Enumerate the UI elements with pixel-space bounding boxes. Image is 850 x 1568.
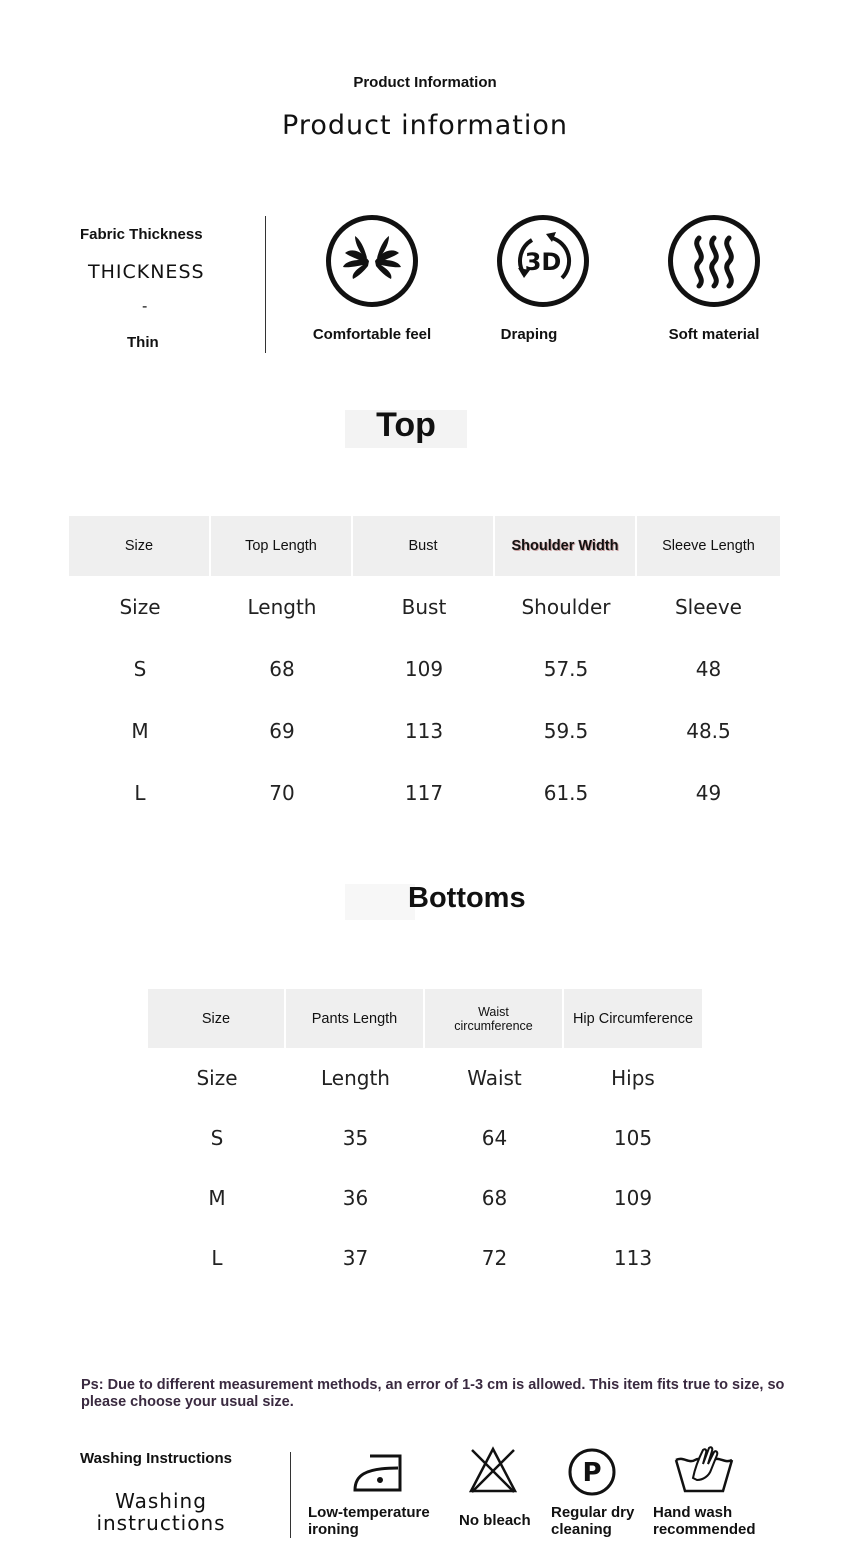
table-cell: Sleeve <box>674 595 742 619</box>
table-cell: 64 <box>481 1126 508 1150</box>
table-cell: M <box>208 1186 226 1210</box>
washing-word-line1: Washing <box>115 1489 207 1513</box>
table-cell: 113 <box>613 1246 653 1270</box>
table-cell: 109 <box>613 1186 653 1210</box>
care-handwash-line2: recommended <box>653 1521 756 1538</box>
fabric-divider <box>265 216 266 353</box>
table-cell: 69 <box>269 719 295 743</box>
feature-comfort-label: Comfortable feel <box>312 326 432 343</box>
product-information-title: Product information <box>282 110 568 141</box>
thickness-dash: - <box>142 298 148 315</box>
top-header-size: Size <box>69 516 211 576</box>
bottoms-header-hip: Hip Circumference <box>564 989 702 1048</box>
table-cell: Bust <box>401 595 447 619</box>
table-cell: L <box>134 781 146 805</box>
care-bleach-line1: No bleach <box>459 1512 531 1529</box>
table-cell: L <box>211 1246 223 1270</box>
top-title: Top <box>376 406 436 444</box>
table-cell: 49 <box>695 781 722 805</box>
table-cell: 68 <box>481 1186 508 1210</box>
table-cell: 48 <box>695 657 722 681</box>
care-handwash-label <box>653 1504 756 1538</box>
table-cell: 48.5 <box>686 719 731 743</box>
table-cell: Length <box>247 595 317 619</box>
iron-low-temp-icon <box>352 1452 412 1499</box>
care-iron-label <box>308 1504 430 1538</box>
bottoms-header-size: Size <box>148 989 286 1048</box>
table-cell: 37 <box>342 1246 369 1270</box>
table-cell: S <box>210 1126 224 1150</box>
svg-text:P: P <box>582 1458 602 1488</box>
bottoms-size-table <box>148 989 702 1288</box>
product-information-label: Product Information <box>353 74 497 91</box>
washing-word-line2: instructions <box>96 1511 226 1535</box>
hand-wash-icon <box>673 1444 735 1499</box>
feature-draping-label: Draping <box>500 326 558 343</box>
bottoms-title-tint <box>345 884 415 920</box>
waist-header-line2: circumference <box>454 1018 533 1033</box>
fabric-thickness-label: Fabric Thickness <box>80 226 203 243</box>
washing-instructions-label: Washing Instructions <box>80 1450 232 1467</box>
table-cell: 36 <box>342 1186 369 1210</box>
bottoms-title: Bottoms <box>408 882 526 914</box>
top-header-shoulder: Shoulder Width <box>495 516 637 576</box>
svg-text:3D: 3D <box>524 248 562 276</box>
care-dryclean-label <box>551 1504 634 1538</box>
dry-clean-p-icon <box>567 1447 617 1502</box>
care-iron-line2: ironing <box>308 1521 359 1538</box>
table-cell: Waist <box>467 1066 522 1090</box>
feature-soft-label: Soft material <box>668 326 760 343</box>
no-bleach-icon <box>468 1446 518 1501</box>
table-cell: 105 <box>613 1126 653 1150</box>
comfort-hands-icon <box>326 215 418 307</box>
care-bleach-label <box>459 1512 531 1529</box>
table-cell: Size <box>196 1066 238 1090</box>
table-cell: 109 <box>404 657 444 681</box>
table-cell: 113 <box>404 719 444 743</box>
table-cell: Length <box>321 1066 390 1090</box>
soft-waves-icon <box>668 215 760 307</box>
feature-soft <box>668 215 760 307</box>
table-cell: Size <box>119 595 161 619</box>
table-cell: 35 <box>342 1126 369 1150</box>
table-cell: M <box>131 719 149 743</box>
size-note: Ps: Due to different measurement methods, an error of 1-3 cm is allowed. This item fits true to size, so please choose your usual size. <box>81 1377 785 1410</box>
bottoms-header-waist <box>425 989 564 1048</box>
washing-instructions-word <box>96 1490 226 1534</box>
thickness-value: Thin <box>127 334 159 351</box>
table-cell: 70 <box>269 781 295 805</box>
table-cell: S <box>133 657 147 681</box>
top-header-length: Top Length <box>211 516 353 576</box>
washing-divider <box>290 1452 291 1538</box>
table-cell: Hips <box>611 1066 655 1090</box>
top-header-sleeve: Sleeve Length <box>637 516 780 576</box>
care-iron-line1: Low-temperature <box>308 1504 430 1521</box>
top-header-bust: Bust <box>353 516 495 576</box>
table-cell: 72 <box>481 1246 508 1270</box>
3d-drape-icon <box>497 215 589 307</box>
table-cell: 57.5 <box>543 657 589 681</box>
feature-draping <box>497 215 589 307</box>
table-cell: 61.5 <box>543 781 589 805</box>
feature-comfort <box>326 215 418 307</box>
thickness-word: THICKNESS <box>88 261 205 283</box>
top-size-table <box>69 516 780 824</box>
care-dryclean-line1: Regular dry <box>551 1504 635 1521</box>
table-cell: 68 <box>269 657 295 681</box>
care-dryclean-line2: cleaning <box>551 1521 612 1538</box>
table-cell: Shoulder <box>521 595 611 619</box>
table-cell: 117 <box>404 781 444 805</box>
care-handwash-line1: Hand wash <box>653 1504 733 1521</box>
bottoms-header-length: Pants Length <box>286 989 425 1048</box>
waist-header-line1: Waist <box>478 1004 509 1019</box>
table-cell: 59.5 <box>543 719 589 743</box>
